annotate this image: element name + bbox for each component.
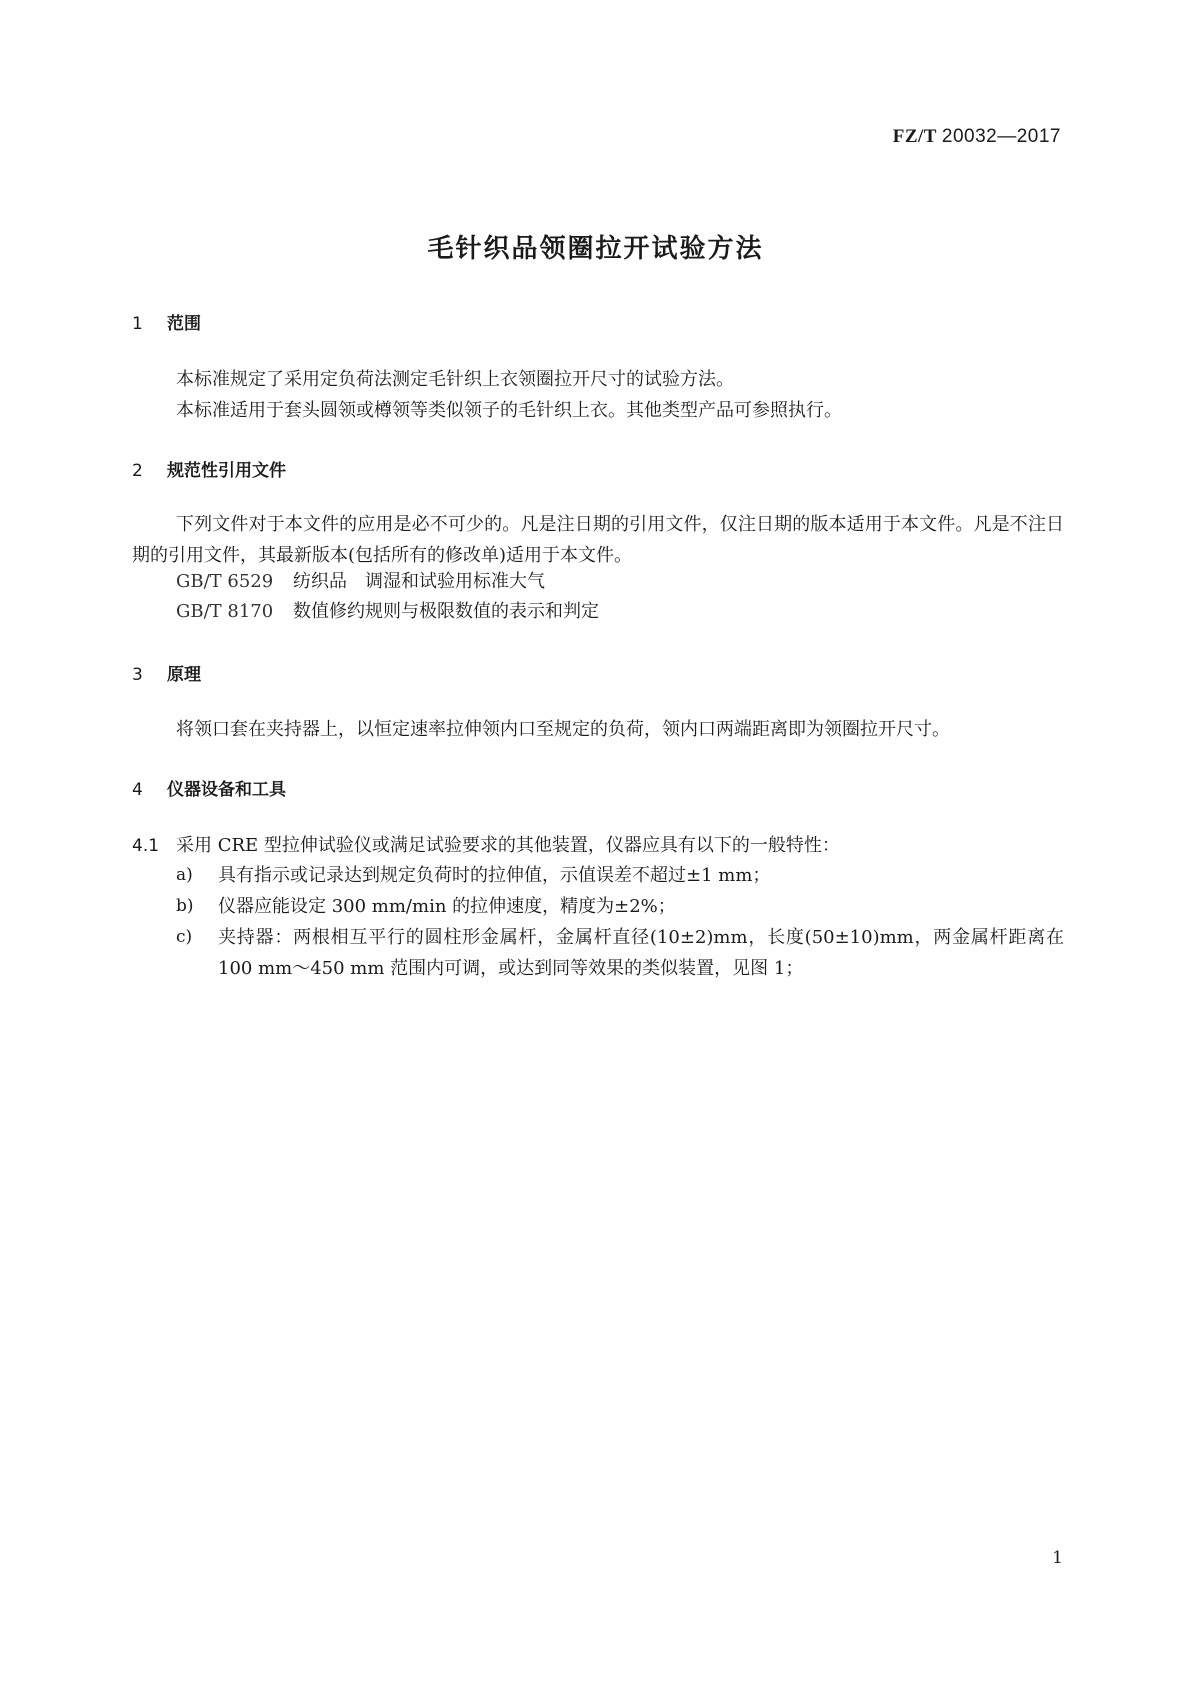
- references-paragraph: 下列文件对于本文件的应用是必不可少的。凡是注日期的引用文件，仅注日期的版本适用于本文件。凡是不注日期的引用文件，其最新版本(包括所有的修改单)适用于本文件。: [132, 514, 1064, 566]
- document-title: 毛针织品领圈拉开试验方法: [427, 234, 764, 264]
- principle-paragraph: 将领口套在夹持器上，以恒定速率拉伸领内口至规定的负荷，领内口两端距离即为领圈拉开尺寸。: [176, 719, 950, 740]
- reference-code: GB/T 8170: [176, 601, 274, 622]
- standard-prefix: FZ/T: [892, 126, 937, 147]
- page-number: 1: [1052, 1548, 1063, 1568]
- subsection-text: 采用 CRE 型拉伸试验仪或满足试验要求的其他装置，仪器应具有以下的一般特性：: [176, 835, 840, 856]
- section-title: 仪器设备和工具: [167, 780, 286, 800]
- list-item-text: 具有指示或记录达到规定负荷时的拉伸值，示值误差不超过±1 mm；: [218, 865, 771, 886]
- list-label: b): [176, 896, 194, 916]
- section-heading-principle: [132, 660, 201, 685]
- section-heading-scope: [132, 309, 201, 334]
- section-heading-apparatus: [132, 775, 286, 800]
- list-item-text: 仪器应能设定 300 mm/min 的拉伸速度，精度为±2%；: [218, 896, 676, 917]
- list-item-text: 夹持器：两根相互平行的圆柱形金属杆，金属杆直径(10±2)mm，长度(50±10)mm，两金属杆距离在 100 mm～450 mm 范围内可调，或达到同等效果的类似装置，见图 1；: [218, 927, 1064, 979]
- reference-code: GB/T 6529: [176, 571, 274, 592]
- scope-paragraph-1: 本标准规定了采用定负荷法测定毛针织上衣领圈拉开尺寸的试验方法。: [176, 369, 734, 390]
- section-title: 范围: [167, 314, 201, 334]
- section-heading-normative-references: [132, 456, 286, 481]
- reference-item: [176, 596, 599, 627]
- section-title: 原理: [167, 665, 201, 685]
- section-number: 1: [132, 314, 143, 334]
- scope-paragraph-2: 本标准适用于套头圆领或樽领等类似领子的毛针织上衣。其他类型产品可参照执行。: [176, 400, 842, 421]
- reference-title: 数值修约规则与极限数值的表示和判定: [293, 601, 599, 622]
- standard-number: 20032—2017: [941, 126, 1061, 147]
- list-label: a): [176, 865, 193, 885]
- list-label: c): [176, 927, 193, 947]
- reference-item: [176, 566, 545, 597]
- standard-code: [893, 126, 1061, 148]
- section-number: 3: [132, 665, 143, 685]
- section-title: 规范性引用文件: [167, 461, 286, 481]
- section-number: 4: [132, 780, 143, 800]
- section-number: 2: [132, 461, 143, 481]
- reference-title: 纺织品 调湿和试验用标准大气: [293, 571, 545, 592]
- subsection-number: 4.1: [132, 836, 160, 856]
